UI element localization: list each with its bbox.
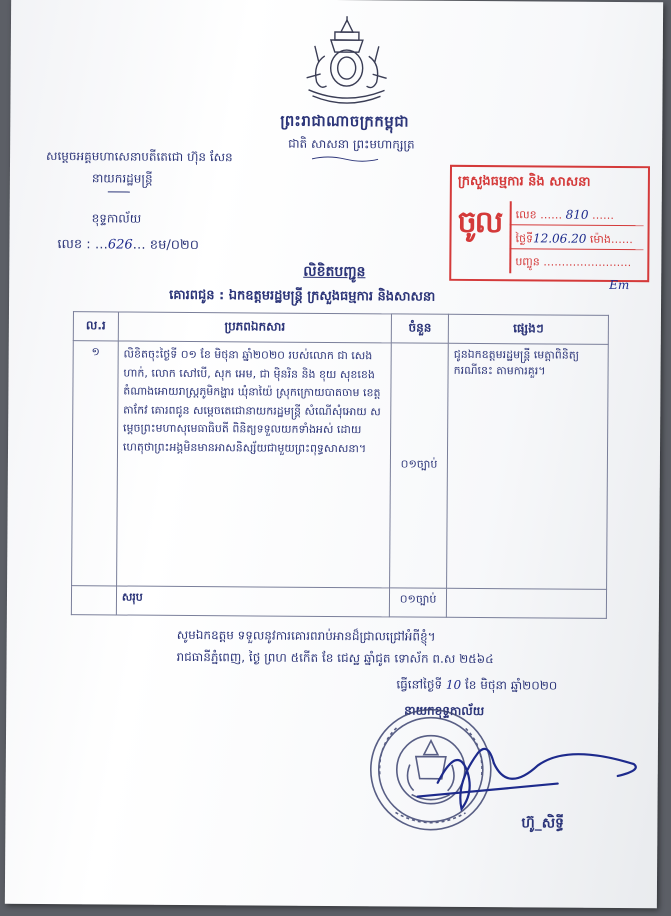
signer-name: ហ៊ូ_សិទ្ធី — [521, 815, 565, 832]
stamp-received-word: ចូល — [457, 204, 502, 241]
stamp-rule — [510, 224, 644, 226]
total-remarks-cell — [446, 588, 606, 618]
table-header-row — [73, 312, 608, 345]
date-prefix: ធ្វើនៅថ្ងៃទី — [396, 677, 443, 692]
row-number: ១ — [72, 341, 119, 586]
stamp-rule — [509, 248, 643, 250]
stamp-date-value: 12.06.20 — [532, 231, 587, 246]
total-empty-cell — [71, 586, 116, 615]
document-title: លិខិតបញ្ជូន — [303, 263, 366, 281]
column-header-source: ប្រភពឯកសារ — [118, 312, 391, 343]
issuer-name: សម្តេចអគ្គមហាសេនាបតីតេជោ ហ៊ុន សែន — [46, 148, 233, 165]
reference-label: លេខ : — [57, 237, 91, 253]
stamp-time-label: ម៉ោង — [589, 232, 611, 246]
stamp-ministry: ក្រសួងធម្មការ និង សាសនា — [457, 173, 591, 190]
column-header-remarks: ផ្សេងៗ — [448, 314, 608, 344]
issuer-title: នាយករដ្ឋមន្ត្រី — [91, 171, 153, 186]
column-header-no: ល.រ — [73, 312, 118, 341]
signatory-title: នាយកខុទ្ទកាល័យ — [404, 703, 485, 719]
stamp-number-row: លេខ …… 810 …… — [515, 207, 615, 222]
received-stamp — [449, 165, 650, 282]
total-quantity: ០១ច្បាប់ — [389, 588, 446, 617]
column-header-quantity: ចំនួន — [391, 314, 448, 343]
reference-handwritten: 626 — [107, 237, 133, 253]
handwritten-signature-icon — [397, 712, 648, 824]
separator — [108, 191, 130, 192]
stamp-bundle-label: បញ្ចូន — [515, 255, 540, 269]
gregorian-date-line — [396, 676, 557, 695]
recipient-line: គោរពជូន : ឯកឧត្តមរដ្ឋមន្ត្រី ក្រសួងធម្មការ និងសាសនា — [169, 287, 436, 305]
stamp-divider — [509, 201, 512, 273]
date-day-handwritten: 10 — [445, 677, 462, 692]
row-quantity: ០១ច្បាប់ — [390, 343, 449, 588]
row-remarks: ជូនឯកឧត្តមរដ្ឋមន្ត្រី មេត្តាពិនិត្យករណីនេះ តាមការគួរ។ — [447, 343, 609, 589]
total-label: សរុប — [116, 586, 389, 617]
ornament-divider — [310, 155, 380, 163]
closing-salutation: សូមឯកឧត្តម ទទួលនូវការគោរពរាប់អានដ៏ជ្រាលជ្រៅអំពីខ្ញុំ។ — [176, 627, 436, 644]
national-motto: ជាតិ សាសនា ព្រះមហាក្សត្រ — [288, 136, 415, 152]
issuer-cabinet: ខុទ្ទកាល័យ — [91, 211, 142, 226]
date-month-year: ខែ មិថុនា ឆ្នាំ២០២០ — [464, 677, 558, 693]
stamp-date-row: ថ្ងៃទី12.06.20 ម៉ោង…… — [515, 231, 633, 247]
stamp-number-value: 810 — [565, 207, 589, 222]
lunar-date-line: រាជធានីភ្នំពេញ, ថ្ងៃ ព្រហ ៥កើត ខែ ជេស្ឋ ឆ្នាំជូត ទោស័ក ព.ស ២៥៦៤ — [176, 649, 494, 667]
stamp-bundle-row: បញ្ចូន …………………… — [515, 255, 632, 270]
stamp-number-label: លេខ — [515, 208, 537, 222]
row-description: លិខិតចុះថ្ងៃទី ០១ ខែ មិថុនា ឆ្នាំ២០២០ របស់លោក ជា សេងហាក់, លោក សៅបើ, សុក អេម, ជា ម៉ិនរិន និង ខុយ សុខខេង តំណាងអោយរាស្ត្រភូមិកង្ហារ ឃុំនាយ៉ៃ ស្រុកក្រោយបាតចាម ខេត្តតាកែវ គោរពជូន សម្តេចតេជោនាយករដ្ឋមន្ត្រី សំណើសុំអោយ សម្តេចព្រះមហាសុមេធាធិបតី ពិនិត្យទទួលយកទាំងអស់ ដោយហេតុថាព្រះអង្គមិនមានអាសនិស្ស័យជាមួយព្រះពុទ្ធសាសនា។ — [116, 341, 391, 588]
handwritten-initials: Em — [609, 277, 630, 293]
kingdom-heading: ព្រះរាជាណាចក្រកម្ពុជា — [280, 111, 410, 131]
table-row — [72, 341, 609, 590]
stamp-date-label: ថ្ងៃទី — [515, 232, 534, 246]
transmittal-table — [71, 311, 609, 619]
reference-number: លេខ : …626… ខម/០២០ — [57, 237, 200, 254]
table-total-row — [71, 586, 606, 619]
reference-suffix: ខម/០២០ — [149, 237, 200, 254]
royal-emblem-icon — [294, 16, 399, 105]
document-page — [5, 0, 663, 908]
